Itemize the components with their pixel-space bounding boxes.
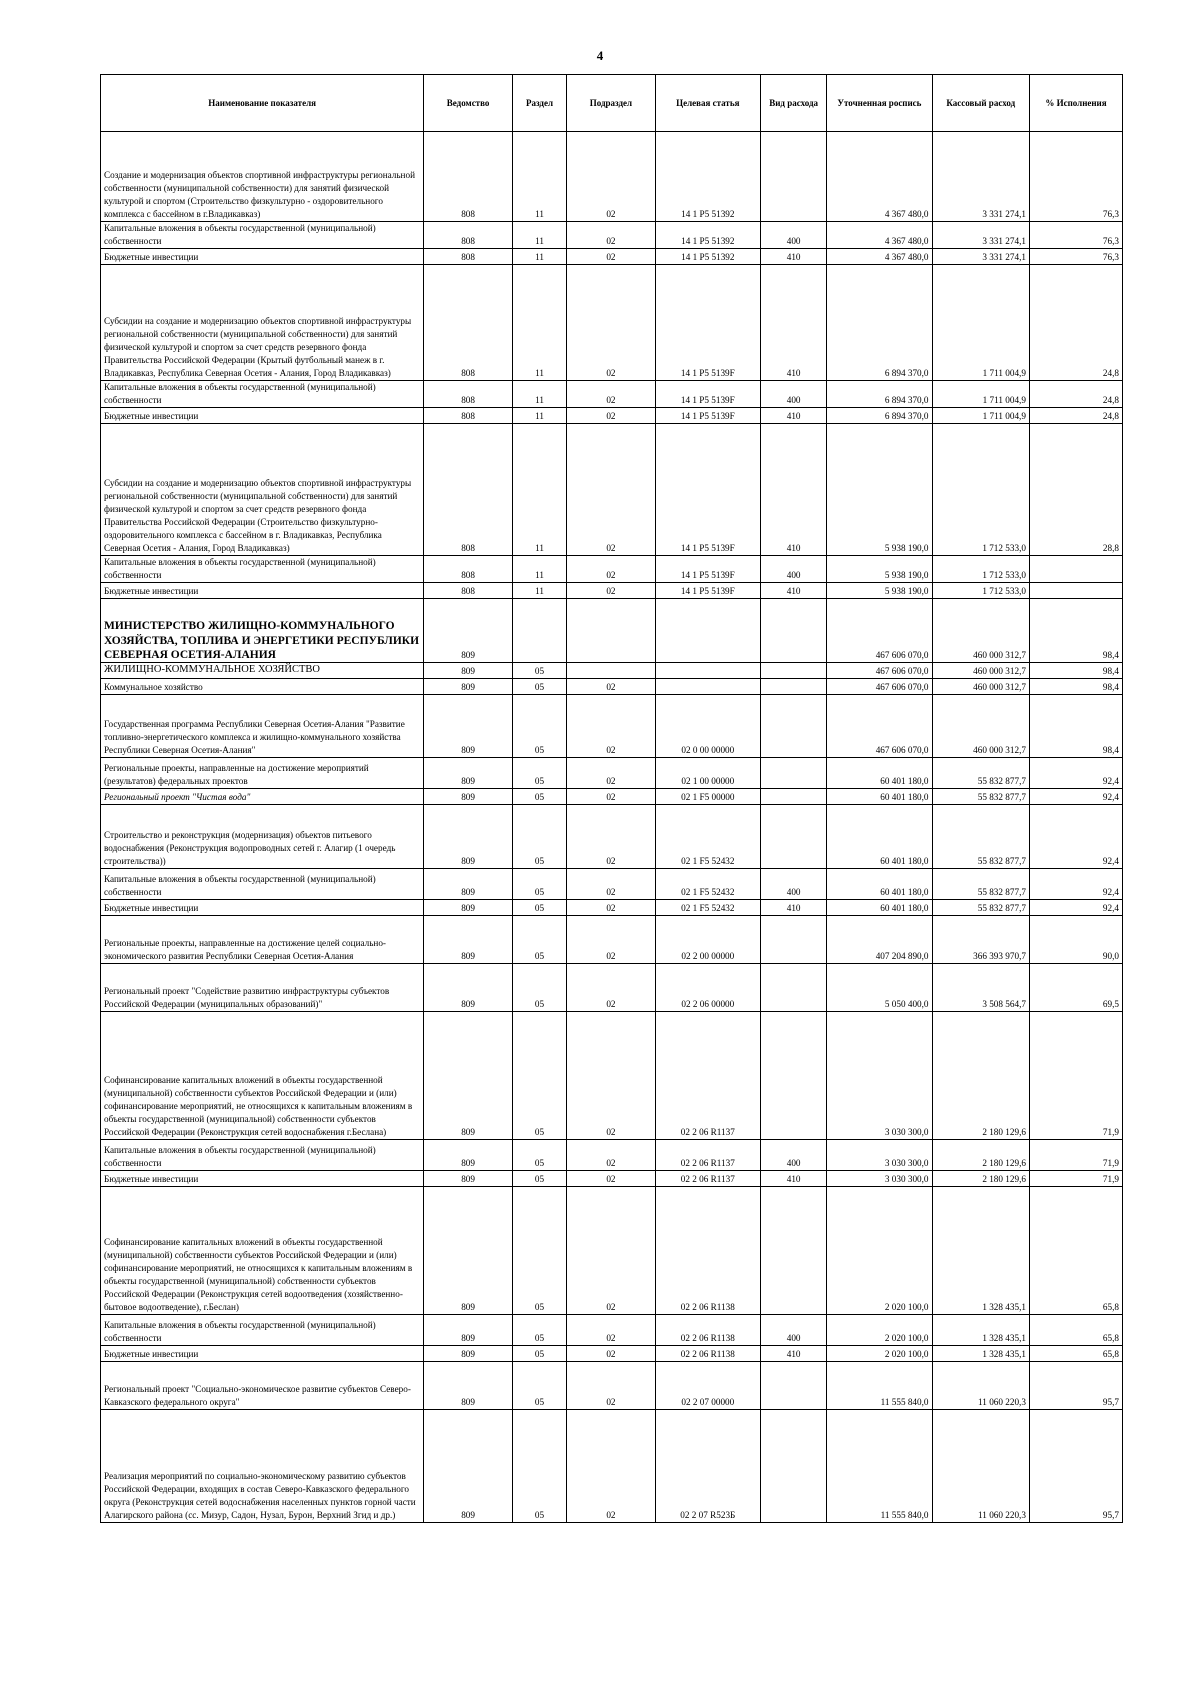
cell-target: 02 1 F5 52432 <box>655 869 760 900</box>
cell-target: 02 2 06 R1138 <box>655 1315 760 1346</box>
cell-vid: 400 <box>760 869 826 900</box>
cell-subsection: 02 <box>567 964 656 1012</box>
table-row <box>101 424 1123 556</box>
cell-target <box>655 663 760 679</box>
cell-section: 05 <box>512 805 566 869</box>
cell-cash: 55 832 877,7 <box>932 900 1029 916</box>
cell-subsection: 02 <box>567 408 656 424</box>
cell-section: 05 <box>512 1315 566 1346</box>
cell-subsection: 02 <box>567 583 656 599</box>
cell-cash: 1 711 004,9 <box>932 408 1029 424</box>
cell-target: 02 2 06 R1137 <box>655 1171 760 1187</box>
cell-percent: 28,8 <box>1029 424 1122 556</box>
cell-subsection: 02 <box>567 805 656 869</box>
cell-subsection: 02 <box>567 222 656 249</box>
cell-name: Капитальные вложения в объекты государственной (муниципальной) собственности <box>101 869 424 900</box>
cell-percent: 71,9 <box>1029 1171 1122 1187</box>
cell-vid <box>760 789 826 805</box>
cell-cash: 1 711 004,9 <box>932 381 1029 408</box>
cell-percent: 98,4 <box>1029 695 1122 758</box>
cell-cash: 460 000 312,7 <box>932 663 1029 679</box>
cell-cash: 3 331 274,1 <box>932 249 1029 265</box>
cell-target: 02 1 F5 52432 <box>655 900 760 916</box>
cell-name: Бюджетные инвестиции <box>101 408 424 424</box>
cell-dept: 808 <box>424 132 513 222</box>
cell-cash: 1 328 435,1 <box>932 1187 1029 1315</box>
cell-cash: 460 000 312,7 <box>932 695 1029 758</box>
cell-vid: 410 <box>760 1346 826 1362</box>
cell-plan: 60 401 180,0 <box>827 869 932 900</box>
cell-target: 14 1 P5 5139F <box>655 424 760 556</box>
cell-subsection: 02 <box>567 1315 656 1346</box>
cell-section: 11 <box>512 222 566 249</box>
table-row <box>101 964 1123 1012</box>
cell-section: 05 <box>512 1187 566 1315</box>
table-row <box>101 1346 1123 1362</box>
cell-name: Капитальные вложения в объекты государственной (муниципальной) собственности <box>101 1140 424 1171</box>
cell-plan: 3 030 300,0 <box>827 1140 932 1171</box>
cell-section: 11 <box>512 424 566 556</box>
cell-plan: 467 606 070,0 <box>827 663 932 679</box>
cell-subsection: 02 <box>567 679 656 695</box>
cell-name: Капитальные вложения в объекты государственной (муниципальной) собственности <box>101 1315 424 1346</box>
cell-name: МИНИСТЕРСТВО ЖИЛИЩНО-КОММУНАЛЬНОГО ХОЗЯЙСТВА, ТОПЛИВА И ЭНЕРГЕТИКИ РЕСПУБЛИКИ СЕВЕРНАЯ ОСЕТИЯ-АЛАНИЯ <box>101 599 424 663</box>
cell-cash: 55 832 877,7 <box>932 805 1029 869</box>
cell-percent: 98,4 <box>1029 663 1122 679</box>
cell-section: 05 <box>512 1362 566 1410</box>
cell-section: 05 <box>512 1346 566 1362</box>
cell-plan: 11 555 840,0 <box>827 1362 932 1410</box>
cell-section: 05 <box>512 1410 566 1523</box>
cell-dept: 808 <box>424 556 513 583</box>
cell-cash: 460 000 312,7 <box>932 599 1029 663</box>
table-row <box>101 1012 1123 1140</box>
table-row <box>101 1171 1123 1187</box>
cell-name: ЖИЛИЩНО-КОММУНАЛЬНОЕ ХОЗЯЙСТВО <box>101 663 424 679</box>
cell-section: 05 <box>512 964 566 1012</box>
cell-dept: 809 <box>424 695 513 758</box>
cell-dept: 809 <box>424 789 513 805</box>
cell-cash: 1 328 435,1 <box>932 1315 1029 1346</box>
cell-percent <box>1029 583 1122 599</box>
cell-target: 02 1 F5 52432 <box>655 805 760 869</box>
cell-percent: 95,7 <box>1029 1362 1122 1410</box>
cell-subsection <box>567 599 656 663</box>
cell-subsection: 02 <box>567 1171 656 1187</box>
cell-section: 05 <box>512 663 566 679</box>
cell-name: Бюджетные инвестиции <box>101 583 424 599</box>
cell-plan: 2 020 100,0 <box>827 1315 932 1346</box>
cell-dept: 809 <box>424 1140 513 1171</box>
cell-plan: 60 401 180,0 <box>827 758 932 789</box>
cell-vid <box>760 1012 826 1140</box>
cell-name: Региональные проекты, направленные на достижение мероприятий (результатов) федеральных проектов <box>101 758 424 789</box>
cell-name: Региональный проект "Чистая вода" <box>101 789 424 805</box>
table-row <box>101 249 1123 265</box>
table-row <box>101 583 1123 599</box>
header-subsection: Подраздел <box>567 75 656 132</box>
header-name: Наименование показателя <box>101 75 424 132</box>
cell-target <box>655 599 760 663</box>
cell-subsection: 02 <box>567 381 656 408</box>
cell-vid <box>760 1362 826 1410</box>
cell-name: Бюджетные инвестиции <box>101 249 424 265</box>
table-row <box>101 1187 1123 1315</box>
cell-name: Реализация мероприятий по социально-экономическому развитию субъектов Российской Федерации, входящих в состав Северо-Кавказского федерального округа (Реконструкция сетей водоснабжения населенных пунктов горной части Алагирского района (сс. Мизур, Садон, Нузал, Бурон, Верхний Згид и др.) <box>101 1410 424 1523</box>
table-row <box>101 556 1123 583</box>
cell-dept: 809 <box>424 1012 513 1140</box>
cell-name: Капитальные вложения в объекты государственной (муниципальной) собственности <box>101 556 424 583</box>
cell-percent: 76,3 <box>1029 222 1122 249</box>
cell-target: 14 1 P5 5139F <box>655 381 760 408</box>
header-section: Раздел <box>512 75 566 132</box>
cell-vid: 410 <box>760 265 826 381</box>
cell-name: Региональный проект "Содействие развитию инфраструктуры субъектов Российской Федерации (муниципальных образований)" <box>101 964 424 1012</box>
header-plan: Уточненная роспись <box>827 75 932 132</box>
cell-dept: 809 <box>424 869 513 900</box>
cell-dept: 808 <box>424 265 513 381</box>
cell-vid <box>760 1187 826 1315</box>
table-row <box>101 1362 1123 1410</box>
cell-vid <box>760 132 826 222</box>
cell-subsection: 02 <box>567 789 656 805</box>
cell-percent: 24,8 <box>1029 408 1122 424</box>
cell-subsection: 02 <box>567 1187 656 1315</box>
cell-percent: 76,3 <box>1029 132 1122 222</box>
cell-subsection: 02 <box>567 900 656 916</box>
cell-plan: 5 938 190,0 <box>827 424 932 556</box>
cell-vid: 400 <box>760 381 826 408</box>
cell-target: 02 2 06 R1137 <box>655 1012 760 1140</box>
cell-subsection: 02 <box>567 869 656 900</box>
cell-percent: 76,3 <box>1029 249 1122 265</box>
cell-cash: 1 712 533,0 <box>932 556 1029 583</box>
cell-percent: 69,5 <box>1029 964 1122 1012</box>
cell-plan: 467 606 070,0 <box>827 599 932 663</box>
cell-vid <box>760 916 826 964</box>
cell-percent: 24,8 <box>1029 265 1122 381</box>
cell-name: Бюджетные инвестиции <box>101 1171 424 1187</box>
cell-cash: 2 180 129,6 <box>932 1012 1029 1140</box>
cell-vid <box>760 663 826 679</box>
cell-plan: 11 555 840,0 <box>827 1410 932 1523</box>
cell-vid <box>760 758 826 789</box>
table-body <box>101 132 1123 1523</box>
cell-name: Государственная программа Республики Северная Осетия-Алания "Развитие топливно-энергетического комплекса и жилищно-коммунального хозяйства Республики Северная Осетия-Алания" <box>101 695 424 758</box>
cell-vid: 410 <box>760 424 826 556</box>
table-row <box>101 381 1123 408</box>
cell-dept: 809 <box>424 663 513 679</box>
cell-vid: 410 <box>760 249 826 265</box>
cell-section: 11 <box>512 381 566 408</box>
cell-subsection: 02 <box>567 1346 656 1362</box>
cell-plan: 467 606 070,0 <box>827 695 932 758</box>
cell-plan: 407 204 890,0 <box>827 916 932 964</box>
cell-subsection: 02 <box>567 424 656 556</box>
cell-cash: 55 832 877,7 <box>932 758 1029 789</box>
cell-percent: 90,0 <box>1029 916 1122 964</box>
cell-subsection: 02 <box>567 1362 656 1410</box>
table-row <box>101 695 1123 758</box>
cell-name: Региональные проекты, направленные на достижение целей социально-экономического развития Республики Северная Осетия-Алания <box>101 916 424 964</box>
cell-percent: 92,4 <box>1029 900 1122 916</box>
cell-vid: 410 <box>760 583 826 599</box>
cell-cash: 1 711 004,9 <box>932 265 1029 381</box>
budget-execution-table <box>100 74 1123 1523</box>
cell-percent: 98,4 <box>1029 599 1122 663</box>
cell-dept: 809 <box>424 1346 513 1362</box>
cell-subsection <box>567 663 656 679</box>
table-header-row <box>101 75 1123 132</box>
cell-dept: 808 <box>424 222 513 249</box>
cell-cash: 55 832 877,7 <box>932 869 1029 900</box>
cell-dept: 808 <box>424 381 513 408</box>
cell-subsection: 02 <box>567 1012 656 1140</box>
cell-vid: 400 <box>760 222 826 249</box>
cell-target: 14 1 P5 5139F <box>655 408 760 424</box>
cell-subsection: 02 <box>567 916 656 964</box>
cell-target: 02 1 F5 00000 <box>655 789 760 805</box>
cell-plan: 6 894 370,0 <box>827 408 932 424</box>
cell-dept: 808 <box>424 583 513 599</box>
cell-plan: 6 894 370,0 <box>827 265 932 381</box>
cell-section: 11 <box>512 583 566 599</box>
cell-percent: 98,4 <box>1029 679 1122 695</box>
cell-target <box>655 679 760 695</box>
cell-dept: 808 <box>424 424 513 556</box>
cell-dept: 809 <box>424 1171 513 1187</box>
cell-cash: 460 000 312,7 <box>932 679 1029 695</box>
cell-subsection: 02 <box>567 132 656 222</box>
cell-dept: 809 <box>424 964 513 1012</box>
cell-percent: 24,8 <box>1029 381 1122 408</box>
cell-cash: 366 393 970,7 <box>932 916 1029 964</box>
cell-cash: 1 712 533,0 <box>932 424 1029 556</box>
cell-section: 05 <box>512 695 566 758</box>
cell-name: Капитальные вложения в объекты государственной (муниципальной) собственности <box>101 222 424 249</box>
cell-target: 02 2 06 R1138 <box>655 1187 760 1315</box>
cell-plan: 5 938 190,0 <box>827 583 932 599</box>
table-row <box>101 805 1123 869</box>
cell-plan: 3 030 300,0 <box>827 1171 932 1187</box>
cell-section: 05 <box>512 916 566 964</box>
cell-percent: 92,4 <box>1029 805 1122 869</box>
cell-plan: 4 367 480,0 <box>827 132 932 222</box>
header-percent: % Исполнения <box>1029 75 1122 132</box>
cell-cash: 1 328 435,1 <box>932 1346 1029 1362</box>
cell-name: Бюджетные инвестиции <box>101 900 424 916</box>
cell-dept: 809 <box>424 679 513 695</box>
header-dept: Ведомство <box>424 75 513 132</box>
cell-target: 02 2 06 R1138 <box>655 1346 760 1362</box>
cell-vid: 400 <box>760 1315 826 1346</box>
cell-section: 11 <box>512 408 566 424</box>
cell-cash: 2 180 129,6 <box>932 1140 1029 1171</box>
cell-plan: 2 020 100,0 <box>827 1346 932 1362</box>
cell-target: 02 2 06 00000 <box>655 964 760 1012</box>
cell-vid: 410 <box>760 900 826 916</box>
cell-section: 11 <box>512 265 566 381</box>
cell-name: Бюджетные инвестиции <box>101 1346 424 1362</box>
cell-vid: 400 <box>760 556 826 583</box>
cell-percent: 95,7 <box>1029 1410 1122 1523</box>
cell-cash: 2 180 129,6 <box>932 1171 1029 1187</box>
cell-dept: 809 <box>424 900 513 916</box>
cell-plan: 60 401 180,0 <box>827 789 932 805</box>
cell-vid <box>760 599 826 663</box>
cell-section: 05 <box>512 1012 566 1140</box>
table-row <box>101 1315 1123 1346</box>
cell-percent: 65,8 <box>1029 1346 1122 1362</box>
cell-plan: 60 401 180,0 <box>827 805 932 869</box>
cell-cash: 1 712 533,0 <box>932 583 1029 599</box>
cell-vid: 410 <box>760 408 826 424</box>
cell-section: 05 <box>512 900 566 916</box>
cell-section: 05 <box>512 869 566 900</box>
table-row <box>101 1410 1123 1523</box>
cell-cash: 11 060 220,3 <box>932 1362 1029 1410</box>
table-row <box>101 408 1123 424</box>
cell-dept: 809 <box>424 1315 513 1346</box>
cell-target: 14 1 P5 5139F <box>655 583 760 599</box>
cell-plan: 5 938 190,0 <box>827 556 932 583</box>
cell-section: 11 <box>512 249 566 265</box>
table-row <box>101 599 1123 663</box>
cell-target: 02 2 00 00000 <box>655 916 760 964</box>
cell-cash: 3 331 274,1 <box>932 132 1029 222</box>
cell-target: 02 1 00 00000 <box>655 758 760 789</box>
cell-vid <box>760 805 826 869</box>
cell-cash: 55 832 877,7 <box>932 789 1029 805</box>
table-row <box>101 900 1123 916</box>
cell-target: 02 2 06 R1137 <box>655 1140 760 1171</box>
table-row <box>101 265 1123 381</box>
cell-subsection: 02 <box>567 695 656 758</box>
cell-target: 14 1 P5 51392 <box>655 132 760 222</box>
table-row <box>101 789 1123 805</box>
cell-section: 11 <box>512 556 566 583</box>
cell-vid <box>760 679 826 695</box>
cell-target: 02 0 00 00000 <box>655 695 760 758</box>
cell-section <box>512 599 566 663</box>
cell-section: 05 <box>512 1171 566 1187</box>
cell-name: Субсидии на создание и модернизацию объектов спортивной инфраструктуры региональной собственности (муниципальной собственности) для занятий физической культурой и спортом за счет средств резервного фонда Правительства Российской Федерации (Строительство физкультурно-оздоровительного комплекса с бассейном в г. Владикавказ, Республика Северная Осетия - Алания, Город Владикавказ) <box>101 424 424 556</box>
cell-subsection: 02 <box>567 1140 656 1171</box>
cell-percent: 65,8 <box>1029 1187 1122 1315</box>
cell-plan: 6 894 370,0 <box>827 381 932 408</box>
cell-plan: 60 401 180,0 <box>827 900 932 916</box>
cell-vid <box>760 1410 826 1523</box>
page-number: 4 <box>596 48 604 63</box>
cell-name: Капитальные вложения в объекты государственной (муниципальной) собственности <box>101 381 424 408</box>
cell-vid: 400 <box>760 1140 826 1171</box>
cell-plan: 4 367 480,0 <box>827 222 932 249</box>
cell-target: 02 2 07 R523Б <box>655 1410 760 1523</box>
cell-subsection: 02 <box>567 249 656 265</box>
cell-percent <box>1029 556 1122 583</box>
cell-percent: 71,9 <box>1029 1140 1122 1171</box>
cell-name: Строительство и реконструкция (модернизация) объектов питьевого водоснабжения (Реконструкция водопроводных сетей г. Алагир (1 очередь строительства)) <box>101 805 424 869</box>
cell-plan: 2 020 100,0 <box>827 1187 932 1315</box>
cell-vid <box>760 964 826 1012</box>
cell-percent: 92,4 <box>1029 869 1122 900</box>
cell-section: 11 <box>512 132 566 222</box>
cell-dept: 809 <box>424 805 513 869</box>
cell-percent: 92,4 <box>1029 789 1122 805</box>
table-row <box>101 869 1123 900</box>
table-row <box>101 663 1123 679</box>
cell-subsection: 02 <box>567 556 656 583</box>
cell-dept: 809 <box>424 1187 513 1315</box>
cell-target: 02 2 07 00000 <box>655 1362 760 1410</box>
table-row <box>101 679 1123 695</box>
cell-name: Софинансирование капитальных вложений в объекты государственной (муниципальной) собственности субъектов Российской Федерации и (или) софинансирование мероприятий, не относящихся к капитальным вложениям в объекты государственной (муниципальной) собственности субъектов Российской Федерации (Реконструкция сетей водоснабжения г.Беслана) <box>101 1012 424 1140</box>
cell-cash: 11 060 220,3 <box>932 1410 1029 1523</box>
cell-name: Создание и модернизация объектов спортивной инфраструктуры региональной собственности (муниципальной собственности) для занятий физической культурой и спортом (Строительство физкультурно - оздоровительного комплекса с бассейном в г.Владикавказ) <box>101 132 424 222</box>
cell-target: 14 1 P5 5139F <box>655 265 760 381</box>
table-row <box>101 132 1123 222</box>
cell-dept: 809 <box>424 1410 513 1523</box>
header-cash: Кассовый расход <box>932 75 1029 132</box>
cell-percent: 92,4 <box>1029 758 1122 789</box>
header-expense-type: Вид расхода <box>760 75 826 132</box>
table-row <box>101 222 1123 249</box>
cell-dept: 809 <box>424 1362 513 1410</box>
header-target: Целевая статья <box>655 75 760 132</box>
table-row <box>101 916 1123 964</box>
cell-target: 14 1 P5 5139F <box>655 556 760 583</box>
cell-dept: 809 <box>424 916 513 964</box>
cell-cash: 3 508 564,7 <box>932 964 1029 1012</box>
cell-vid: 410 <box>760 1171 826 1187</box>
cell-target: 14 1 P5 51392 <box>655 222 760 249</box>
cell-section: 05 <box>512 789 566 805</box>
cell-dept: 808 <box>424 408 513 424</box>
cell-subsection: 02 <box>567 265 656 381</box>
cell-plan: 5 050 400,0 <box>827 964 932 1012</box>
cell-name: Региональный проект "Социально-экономическое развитие субъектов Северо-Кавказского федерального округа" <box>101 1362 424 1410</box>
cell-cash: 3 331 274,1 <box>932 222 1029 249</box>
cell-dept: 808 <box>424 249 513 265</box>
cell-plan: 467 606 070,0 <box>827 679 932 695</box>
cell-section: 05 <box>512 1140 566 1171</box>
cell-dept: 809 <box>424 599 513 663</box>
cell-dept: 809 <box>424 758 513 789</box>
cell-subsection: 02 <box>567 1410 656 1523</box>
cell-percent: 65,8 <box>1029 1315 1122 1346</box>
cell-subsection: 02 <box>567 758 656 789</box>
cell-name: Коммунальное хозяйство <box>101 679 424 695</box>
table-row <box>101 758 1123 789</box>
cell-section: 05 <box>512 758 566 789</box>
cell-target: 14 1 P5 51392 <box>655 249 760 265</box>
table-row <box>101 1140 1123 1171</box>
cell-plan: 4 367 480,0 <box>827 249 932 265</box>
cell-name: Субсидии на создание и модернизацию объектов спортивной инфраструктуры региональной собственности (муниципальной собственности) для занятий физической культурой и спортом за счет средств резервного фонда Правительства Российской Федерации (Крытый футбольный манеж в г. Владикавказ, Республика Северная Осетия - Алания, Город Владикавказ) <box>101 265 424 381</box>
cell-name: Софинансирование капитальных вложений в объекты государственной (муниципальной) собственности субъектов Российской Федерации и (или) софинансирование мероприятий, не относящихся к капитальным вложениям в объекты государственной (муниципальной) собственности субъектов Российской Федерации (Реконструкция сетей водоотведения (хозяйственно-бытовое водоотведение), г.Беслан) <box>101 1187 424 1315</box>
cell-section: 05 <box>512 679 566 695</box>
cell-vid <box>760 695 826 758</box>
cell-plan: 3 030 300,0 <box>827 1012 932 1140</box>
cell-percent: 71,9 <box>1029 1012 1122 1140</box>
